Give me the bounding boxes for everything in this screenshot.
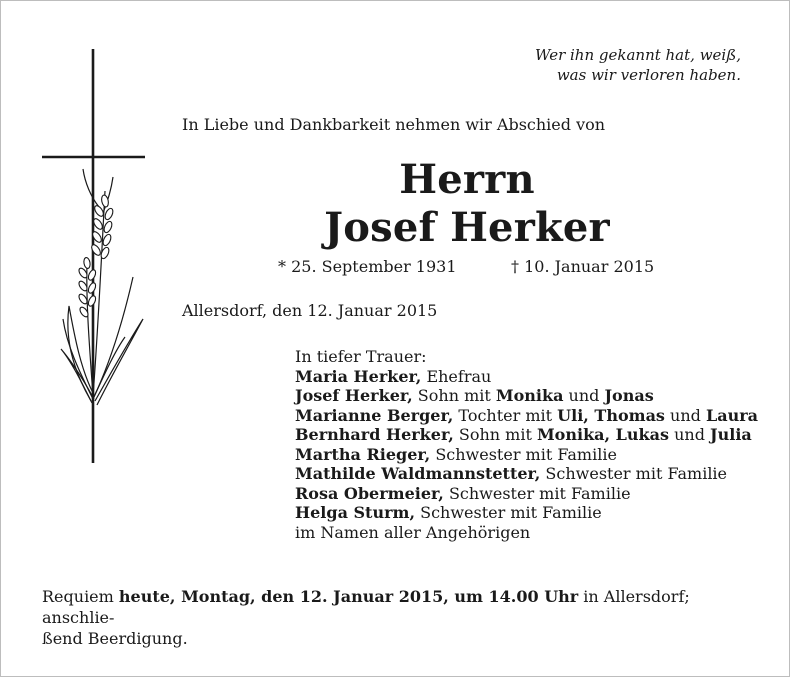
mourning-intro: In tiefer Trauer:	[295, 347, 427, 366]
name-text: Jonas	[604, 386, 654, 405]
mourner-line	[295, 503, 758, 523]
relation-text: und	[664, 405, 706, 425]
relation-text: und	[563, 386, 605, 405]
mourner-line	[295, 406, 758, 426]
relation-text: im Namen aller Angehörigen	[295, 522, 531, 542]
name-text: Helga Sturm,	[295, 503, 416, 522]
relation-text: Ehefrau	[421, 366, 492, 386]
name-text: Monika, Lukas	[536, 425, 669, 444]
relation-text: Requiem	[42, 587, 119, 606]
name-text: heute, Montag, den 12. Januar 2015, um 14.00 Uhr	[118, 587, 579, 606]
name-text: Maria Herker,	[295, 366, 422, 386]
relation-text: Schwester mit Familie	[540, 464, 728, 483]
farewell-text: In Liebe und Dankbarkeit nehmen wir Abschied von	[182, 115, 606, 134]
motto	[535, 45, 741, 85]
requiem-notice	[42, 586, 752, 649]
mourners-block	[295, 347, 758, 542]
name-text: Julia	[710, 425, 752, 444]
name-text: Mathilde Waldmannstetter,	[295, 464, 541, 483]
relation-text: und	[669, 425, 711, 444]
birth-date: * 25. September 1931	[278, 257, 457, 276]
name-text: Martha Rieger,	[295, 444, 431, 464]
place-and-date: Allersdorf, den 12. Januar 2015	[182, 301, 438, 320]
name-text: Josef Herker,	[295, 386, 413, 405]
mourner-list	[295, 367, 758, 543]
name-text: Bernhard Herker,	[295, 425, 454, 444]
relation-text: Sohn mit	[453, 425, 537, 444]
mourner-line	[295, 386, 758, 406]
name-text: Uli, Thomas	[557, 405, 665, 425]
relation-text: Tochter mit	[453, 405, 558, 425]
motto-line-2: was wir verloren haben.	[556, 66, 741, 84]
mourner-line	[295, 445, 758, 465]
relation-text: Schwester mit Familie	[430, 444, 617, 464]
motto-line-1: Wer ihn gekannt hat, weiß,	[535, 46, 741, 64]
mourner-line	[295, 523, 758, 543]
name-text: Rosa Obermeier,	[295, 483, 444, 503]
mourner-line	[295, 425, 758, 445]
relation-text: in Allersdorf; anschlie-	[42, 587, 690, 627]
relation-text: ßend Beerdigung.	[42, 629, 188, 648]
relation-text: Sohn mit	[412, 386, 496, 405]
mourner-line	[295, 484, 758, 504]
name-text: Laura	[705, 405, 759, 425]
mourner-line	[295, 367, 758, 387]
deceased-name: Josef Herker	[324, 204, 610, 251]
relation-text: Schwester mit Familie	[415, 503, 602, 522]
relation-text: Schwester mit Familie	[443, 483, 631, 503]
death-date: † 10. Januar 2015	[511, 257, 655, 276]
name-text: Monika	[495, 386, 564, 405]
cross-with-wheat-icon	[1, 1, 161, 481]
name-text: Marianne Berger,	[295, 405, 454, 425]
mourner-line	[295, 464, 758, 484]
salutation: Herrn	[399, 156, 535, 203]
